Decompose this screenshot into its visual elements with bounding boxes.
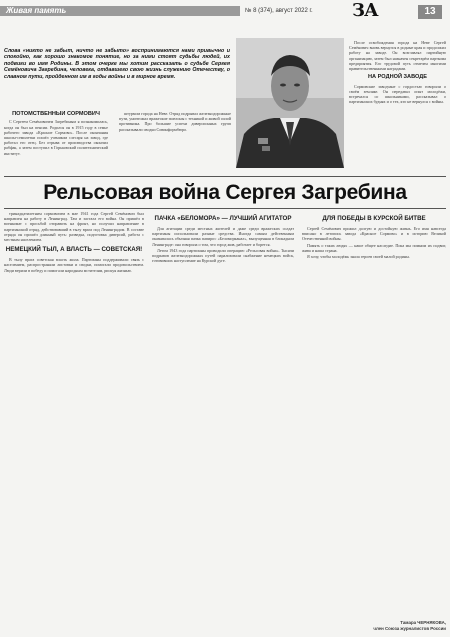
paragraph: После освобождения города на Неве Сергей Семёнович вновь вернулся в родные края и продолжил работу на заводе. Он возглавлял партийную организацию, затем был назначен секретарём парткома предприятия. Его трудовой путь отмечен многими правительственными наградами. — [349, 40, 446, 72]
section-heading-belomor: ПАЧКА «БЕЛОМОРА» — ЛУЧШИЙ АГИТАТОР — [154, 215, 292, 222]
column-1-top — [4, 111, 108, 177]
column-3-top — [349, 40, 446, 178]
paragraph: штурмом города на Неве. Отряд подрывал железнодорожные пути, уничтожал вражеские эшелоны с техникой и живой силой противника. Про большие успехи диверсионных групп рассказывали сводки Совинформбюро. — [119, 111, 231, 132]
article-headline: Рельсовая война Сергея Загребина — [43, 181, 407, 204]
paragraph: Я хочу, чтобы молодёжь знала героев своей малой родины. — [307, 254, 410, 260]
portrait-photo — [236, 38, 344, 168]
page-number: 13 — [418, 5, 442, 19]
author-signature — [302, 620, 446, 634]
paragraph: Сормовские заводчане с гордостью говорили о своём земляке. Он передавал опыт молодёжи, встречался со школьниками, рассказывал о партизанских буднях и о тех, кто не вернулся с войны. — [349, 83, 446, 105]
page-header — [0, 0, 450, 42]
section-heading-zavod: НА РОДНОЙ ЗАВОДЕ — [368, 74, 427, 81]
column-2 — [152, 211, 294, 629]
rule-below-headline — [4, 208, 446, 209]
column-2-top — [119, 111, 231, 177]
issue-info: № 8 (374), август 2022 г. — [245, 8, 313, 14]
author-role: член Союза журналистов России — [373, 625, 446, 631]
section-heading-sormovich: ПОТОМСТВЕННЫЙ СОРМОВИЧ — [12, 111, 100, 117]
paragraph: Сергей Семёнович прожил долгую и достойную жизнь. Его имя навсегда вписано в летопись завода «Красное Сормово» и в историю Великой Отечественной войны. — [302, 226, 446, 242]
author-name: Тамара ЧЕРНЯКОВА, — [400, 620, 446, 625]
paragraph: С Сергеем Семёновичем Загребиным я познакомилась, когда он был на пенсии. Родился он в 1915 году в семье рабочего завода «Красное Сормово». После окончания школы-семилетки пошёл учеником слесаря на завод, где работал его отец. Без отрыва от производства окончил рабфак, а затем поступил в Горьковский политехнический институт. — [4, 119, 108, 156]
paragraph: В тылу врага советская власть жила. Партизаны поддерживали связь с населением, распространяли листовки и сводки, помогали продовольствием. Люди верили в победу и помогали народным мстителям, рискуя жизнью. — [4, 257, 144, 273]
rubric-title: Живая память — [6, 6, 67, 15]
paragraph: тринадцатилетним сормовичем в мае 1941 года Сергей Семёнович был направлен на работу в Ленинград. Там и застала его война. Он пришёл в военкомат с просьбой отправить на фронт, но получил направление в партизанский отряд, действовавший в тылу врага под Ленинградом. В составе отряда он прошёл длинный путь: разведка, подготовка диверсий, работа с местным населением. — [4, 211, 144, 243]
section-heading-kursk: ДЛЯ ПОБЕДЫ В КУРСКОЙ БИТВЕ — [322, 215, 426, 222]
paragraph: Память о таких людях — наше общее наследие. Пока мы помним их подвиг, жива и наша страна. — [302, 242, 446, 253]
column-3 — [302, 211, 446, 619]
column-1 — [4, 211, 144, 629]
portrait-image — [236, 38, 344, 168]
newspaper-logo: ЗА — [352, 0, 378, 21]
paragraph: Для агитации среди местных жителей и даже среди вражеских солдат партизаны использовали разные средства. Иногда самым действенным оказывалась обычная пачка папирос «Беломорканал», выпущенная в блокадном Ленинграде: она говорила о том, что город жив, работает и борется. — [152, 226, 294, 247]
paragraph: Летом 1943 года партизаны проводили операцию «Рельсовая война». Тысячи подрывов железнодорожных путей парализовали снабжение немецких войск, готовивших наступление на Курской дуге. — [152, 247, 294, 264]
section-heading-tyl: НЕМЕЦКИЙ ТЫЛ, А ВЛАСТЬ — СОВЕТСКАЯ! — [5, 246, 143, 254]
lead-paragraph: Слова «никто не забыт, ничто не забыто» воспринимаются нами привычно и спокойно, как хорошо знакомое понятие, но за ними стоят судьбы людей, их подвиги во имя Родины. В этом очерке мы хотим рассказать о судьбе Сергея Семёновича Загребина, человека, отдавшего свою жизнь служению Отечеству, о славном пути, пройденном им в годы войны и в мирное время. — [4, 48, 230, 80]
